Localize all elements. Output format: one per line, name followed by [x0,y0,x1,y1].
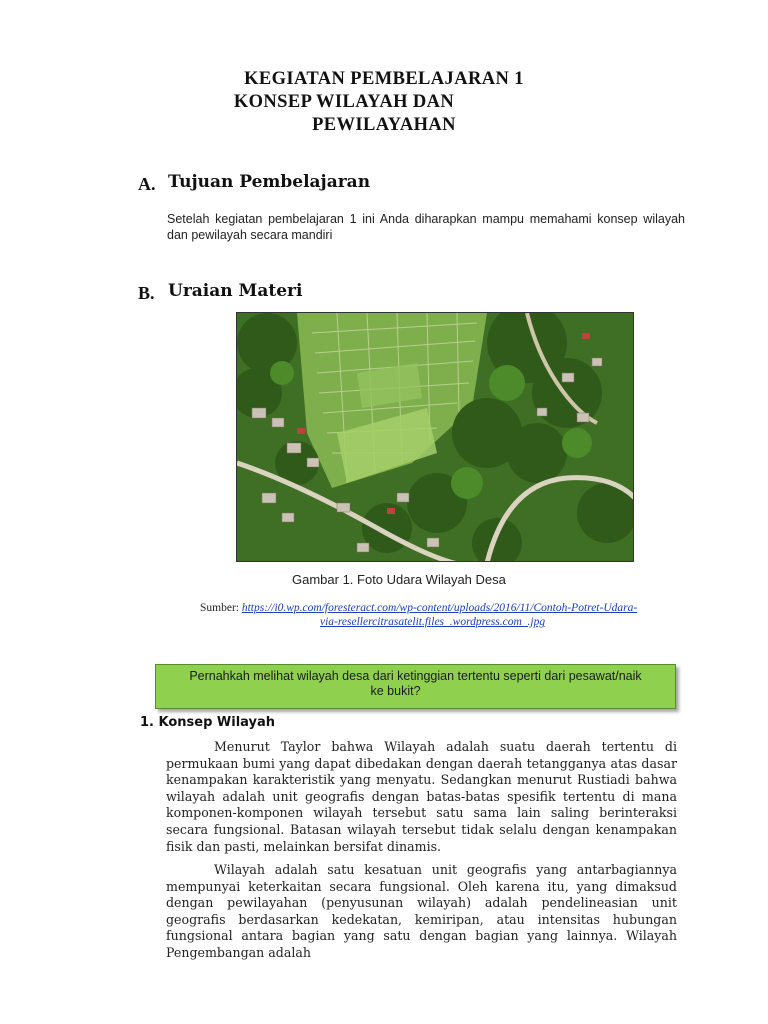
page-title-line2: KONSEP WILAYAH DAN [233,92,455,112]
figure-source [200,601,680,615]
section-a-title: Tujuan Pembelajaran [168,172,371,192]
section-a-letter: A. [138,174,156,194]
figure-caption: Gambar 1. Foto Udara Wilayah Desa [292,572,506,587]
paragraph-1: Menurut Taylor bahwa Wilayah adalah suatu daerah tertentu di permukaan bumi yang dapat dibedakan dengan daerah tetangganya atas dasar kenampakan karakteristik yang menyatu. Sedangkan menurut Rustiadi bahwa wilayah adalah unit geografis dengan batas-batas spesifik tertentu di mana komponen-komponen wilayah tersebut satu sama lain saling berinteraksi secara fungsional. Batasan wilayah tersebut tidak selalu dengan kenampakan fisik dan pasti, melainkan bersifat dinamis. [166,739,677,854]
section-b-title: Uraian Materi [168,281,303,301]
callout-line2: ke bukit? [370,684,421,698]
section-a-text: Setelah kegiatan pembelajaran 1 ini Anda diharapkan mampu memahami konsep wilayah dan pewilayah secara mandiri [167,212,685,242]
source-label: Sumber: [200,602,239,614]
page-title-line3: PEWILAYAHAN [312,115,456,135]
page-title-line1: KEGIATAN PEMBELAJARAN 1 [244,69,524,89]
section-b-letter: B. [138,283,155,303]
paragraph-2: Wilayah adalah satu kesatuan unit geografis yang antarbagiannya mempunyai keterkaitan secara fungsional. Oleh karena itu, yang dimaksud dengan pewilayahan (penyusunan wilayah) adalah pendelineasian unit geografis berdasarkan kedekatan, kemiripan, atau intensitas hubungan fungsional antara bagian yang satu dengan bagian yang lainnya. Wilayah Pengembangan adalah [166,862,677,960]
figure-source-cont [320,615,545,629]
callout-line1: Pernahkah melihat wilayah desa dari ketinggian tertentu seperti dari pesawat/naik [189,669,642,683]
reflection-callout-box [155,664,676,709]
source-link-line1[interactable]: https://i0.wp.com/foresteract.com/wp-content/uploads/2016/11/Contoh-Potret-Udara- [241,602,638,614]
subsection-title: 1. Konsep Wilayah [140,715,276,730]
source-link-line2[interactable]: via-resellercitrasatelit.files_.wordpress.com_.jpg [320,616,546,628]
aerial-village-photo [236,312,634,562]
